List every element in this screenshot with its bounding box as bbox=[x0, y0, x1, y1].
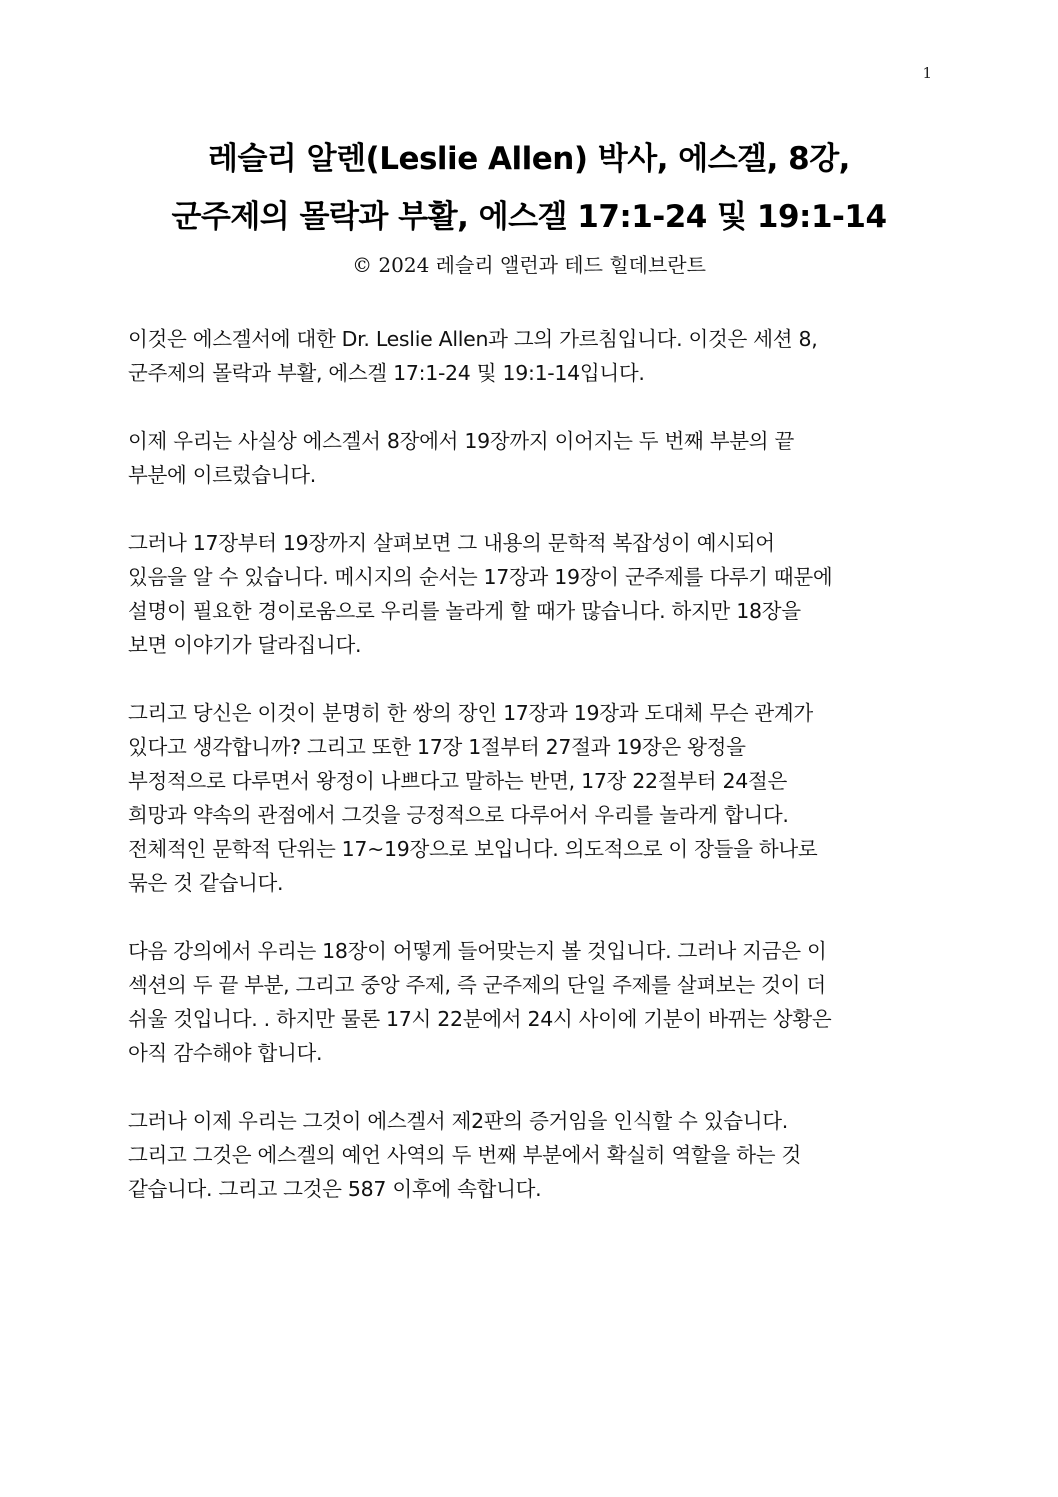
paragraph-line: 같습니다. 그리고 그것은 587 이후에 속합니다. bbox=[128, 1177, 542, 1201]
paragraph-line: 군주제의 몰락과 부활, 에스겔 17:1-24 및 19:1-14입니다. bbox=[128, 361, 645, 385]
paragraph-line: 쉬울 것입니다. . 하지만 물론 17시 22분에서 24시 사이에 기분이 바뀌는 상황은 bbox=[128, 1007, 832, 1031]
paragraph-3 bbox=[128, 526, 933, 662]
paragraph-line: 있다고 생각합니까? 그리고 또한 17장 1절부터 27절과 19장은 왕정을 bbox=[128, 735, 746, 759]
paragraph-line: 이것은 에스겔서에 대한 Dr. Leslie Allen과 그의 가르침입니다. 이것은 세션 8, bbox=[128, 327, 818, 351]
paragraph-line: 다음 강의에서 우리는 18장이 어떻게 들어맞는지 볼 것입니다. 그러나 지금은 이 bbox=[128, 939, 827, 963]
paragraph-line: 부정적으로 다루면서 왕정이 나쁘다고 말하는 반면, 17장 22절부터 24절은 bbox=[128, 769, 787, 793]
paragraph-2 bbox=[128, 424, 933, 492]
paragraph-line: 보면 이야기가 달라집니다. bbox=[128, 633, 362, 657]
paragraph-1 bbox=[128, 322, 933, 390]
document-title-line-1: 레슬리 알렌(Leslie Allen) 박사, 에스겔, 8강, bbox=[208, 141, 850, 177]
document-title-line-2: 군주제의 몰락과 부활, 에스겔 17:1-24 및 19:1-14 bbox=[171, 199, 887, 235]
paragraph-line: 희망과 약속의 관점에서 그것을 긍정적으로 다루어서 우리를 놀라게 합니다. bbox=[128, 803, 789, 827]
paragraph-line: 그러나 17장부터 19장까지 살펴보면 그 내용의 문학적 복잡성이 예시되어 bbox=[128, 531, 775, 555]
paragraph-line: 아직 감수해야 합니다. bbox=[128, 1041, 323, 1065]
paragraph-line: 그러나 이제 우리는 그것이 에스겔서 제2판의 증거임을 인식할 수 있습니다. bbox=[128, 1109, 788, 1133]
page-number: 1 bbox=[922, 64, 932, 82]
paragraph-5 bbox=[128, 934, 933, 1070]
paragraph-line: 전체적인 문학적 단위는 17~19장으로 보입니다. 의도적으로 이 장들을 하나로 bbox=[128, 837, 818, 861]
paragraph-line: 이제 우리는 사실상 에스겔서 8장에서 19장까지 이어지는 두 번째 부분의 끝 bbox=[128, 429, 794, 453]
title-block bbox=[0, 130, 1058, 280]
paragraph-6 bbox=[128, 1104, 933, 1206]
paragraph-line: 묶은 것 같습니다. bbox=[128, 871, 284, 895]
paragraph-line: 설명이 필요한 경이로움으로 우리를 놀라게 할 때가 많습니다. 하지만 18장을 bbox=[128, 599, 801, 623]
paragraph-line: 그리고 당신은 이것이 분명히 한 쌍의 장인 17장과 19장과 도대체 무슨 관계가 bbox=[128, 701, 813, 725]
document-body bbox=[128, 322, 933, 1240]
copyright-notice: © 2024 레슬리 앨런과 테드 힐데브란트 bbox=[352, 253, 706, 277]
paragraph-line: 있음을 알 수 있습니다. 메시지의 순서는 17장과 19장이 군주제를 다루기 때문에 bbox=[128, 565, 833, 589]
paragraph-line: 섹션의 두 끝 부분, 그리고 중앙 주제, 즉 군주제의 단일 주제를 살펴보는 것이 더 bbox=[128, 973, 826, 997]
paragraph-line: 부분에 이르렀습니다. bbox=[128, 463, 316, 487]
paragraph-line: 그리고 그것은 에스겔의 예언 사역의 두 번째 부분에서 확실히 역할을 하는 것 bbox=[128, 1143, 801, 1167]
paragraph-4 bbox=[128, 696, 933, 900]
